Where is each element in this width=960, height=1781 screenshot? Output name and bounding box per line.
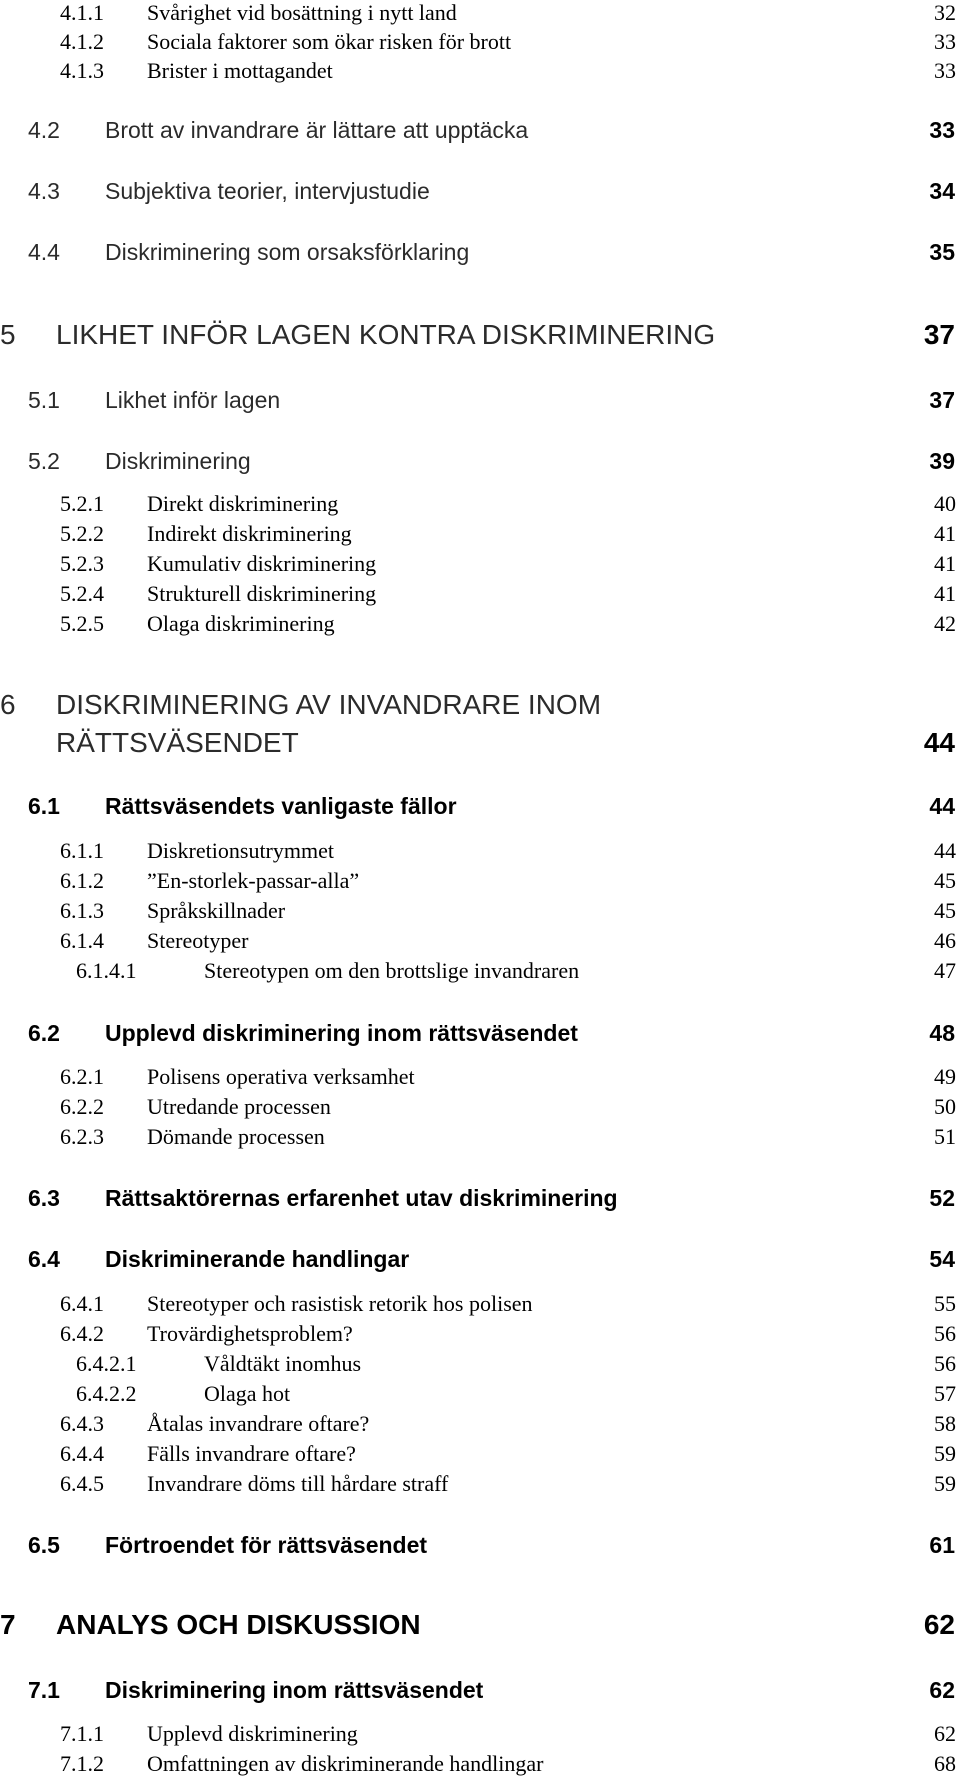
- toc-number: 6.2: [28, 1020, 60, 1046]
- toc-number: 4.2: [28, 117, 60, 143]
- toc-page-number: 59: [934, 1441, 956, 1466]
- toc-entry-6-4-5[interactable]: [0, 1471, 960, 1501]
- toc-number: 6.2.3: [60, 1124, 104, 1149]
- toc-number: 6.4.2.1: [76, 1351, 137, 1376]
- toc-entry-6-3[interactable]: [0, 1184, 960, 1214]
- toc-title: ANALYS OCH DISKUSSION: [56, 1609, 421, 1640]
- toc-number: 4.1.1: [60, 0, 104, 25]
- toc-number: 6.5: [28, 1532, 60, 1558]
- toc-entry-7-1-1[interactable]: [0, 1721, 960, 1751]
- toc-entry-6-2-2[interactable]: [0, 1094, 960, 1124]
- toc-page-number: 33: [934, 58, 956, 83]
- toc-number: 4.1.2: [60, 29, 104, 54]
- toc-entry-5-2-4[interactable]: [0, 581, 960, 611]
- toc-title: Rättsaktörernas erfarenhet utav diskriminering: [105, 1185, 618, 1211]
- toc-number: 4.4: [28, 239, 60, 265]
- toc-page-number: 45: [934, 898, 956, 923]
- toc-title: Rättsväsendets vanligaste fällor: [105, 793, 457, 819]
- toc-entry-6-1-4-1[interactable]: [0, 958, 960, 988]
- toc-title: Åtalas invandrare oftare?: [147, 1411, 370, 1436]
- toc-entry-6-1-1[interactable]: [0, 838, 960, 868]
- toc-entry-7-1-2[interactable]: [0, 1751, 960, 1781]
- toc-entry-7[interactable]: [0, 1608, 960, 1638]
- toc-title: Subjektiva teorier, intervjustudie: [105, 178, 430, 204]
- toc-number: 7.1.2: [60, 1751, 104, 1776]
- toc-number: 6: [0, 689, 16, 720]
- toc-entry-6-4-1[interactable]: [0, 1291, 960, 1321]
- toc-title: Fälls invandrare oftare?: [147, 1441, 356, 1466]
- toc-number: 6.3: [28, 1185, 60, 1211]
- toc-title: Direkt diskriminering: [147, 491, 339, 516]
- toc-page-number: 55: [934, 1291, 956, 1316]
- toc-page-number: 44: [923, 727, 955, 758]
- toc-entry-6-2[interactable]: [0, 1019, 960, 1049]
- toc-number: 5.2.2: [60, 521, 104, 546]
- toc-entry-6-2-1[interactable]: [0, 1064, 960, 1094]
- toc-title: Dömande processen: [147, 1124, 325, 1149]
- toc-page-number: 34: [929, 178, 955, 204]
- toc-entry-5-2[interactable]: [0, 447, 960, 477]
- toc-page-number: 41: [934, 581, 956, 606]
- toc-number: 5.2.4: [60, 581, 104, 606]
- toc-number: 6.1.1: [60, 838, 104, 863]
- toc-page-number: 62: [929, 1677, 955, 1703]
- toc-page-number: 59: [934, 1471, 956, 1496]
- toc-page-number: 44: [929, 793, 955, 819]
- toc-entry-6-2-3[interactable]: [0, 1124, 960, 1154]
- toc-page-number: 32: [934, 0, 956, 25]
- toc-page-number: 33: [929, 117, 955, 143]
- toc-entry-5-2-1[interactable]: [0, 491, 960, 521]
- toc-title: Svårighet vid bosättning i nytt land: [147, 0, 457, 25]
- toc-page-number: 68: [934, 1751, 956, 1776]
- toc-page-number: 62: [934, 1721, 956, 1746]
- toc-entry-6-1-4[interactable]: [0, 928, 960, 958]
- toc-number: 6.2.2: [60, 1094, 104, 1119]
- toc-title: Olaga diskriminering: [147, 611, 335, 636]
- toc-title: Strukturell diskriminering: [147, 581, 377, 606]
- toc-page-number: 39: [929, 448, 955, 474]
- toc-number: 5.1: [28, 387, 60, 413]
- toc-number: 6.4.4: [60, 1441, 104, 1466]
- toc-number: 5: [0, 319, 16, 350]
- toc-number: 6.1.4: [60, 928, 104, 953]
- toc-number: 4.1.3: [60, 58, 104, 83]
- toc-title: Likhet inför lagen: [105, 387, 281, 413]
- toc-page-number: 48: [929, 1020, 955, 1046]
- toc-page-number: 46: [934, 928, 956, 953]
- toc-page-number: 56: [934, 1351, 956, 1376]
- toc-entry-4-4[interactable]: [0, 238, 960, 268]
- toc-number: 6.4.2.2: [76, 1381, 137, 1406]
- toc-entry-6-1-3[interactable]: [0, 898, 960, 928]
- toc-title: Stereotyper och rasistisk retorik hos polisen: [147, 1291, 533, 1316]
- toc-page-number: 62: [923, 1609, 955, 1640]
- toc-number: 6.2.1: [60, 1064, 104, 1089]
- toc-number: 5.2.3: [60, 551, 104, 576]
- toc-page-number: 45: [934, 868, 956, 893]
- toc-title: Upplevd diskriminering: [147, 1721, 358, 1746]
- toc-entry-4-3[interactable]: [0, 177, 960, 207]
- toc-title: ”En-storlek-passar-alla”: [147, 868, 360, 893]
- toc-number: 7: [0, 1609, 16, 1640]
- toc-page-number: 56: [934, 1321, 956, 1346]
- toc-title: Diskriminering: [105, 448, 251, 474]
- toc-entry-4-1-1[interactable]: [0, 0, 960, 30]
- toc-title: Förtroendet för rättsväsendet: [105, 1532, 428, 1558]
- toc-entry-6-1[interactable]: [0, 792, 960, 822]
- toc-number: 7.1: [28, 1677, 60, 1703]
- toc-page-number: 51: [934, 1124, 956, 1149]
- toc-entry-5-2-2[interactable]: [0, 521, 960, 551]
- toc-title: Olaga hot: [204, 1381, 291, 1406]
- toc-number: 6.4: [28, 1246, 60, 1272]
- toc-title: Polisens operativa verksamhet: [147, 1064, 415, 1089]
- toc-title: Våldtäkt inomhus: [204, 1351, 362, 1376]
- toc-title-line2: RÄTTSVÄSENDET: [56, 727, 299, 758]
- toc-page-number: 58: [934, 1411, 956, 1436]
- toc-entry-6-4-4[interactable]: [0, 1441, 960, 1471]
- toc-entry-5-1[interactable]: [0, 386, 960, 416]
- toc-entry-6-4[interactable]: [0, 1245, 960, 1275]
- toc-page-number: 50: [934, 1094, 956, 1119]
- toc-page-number: 54: [929, 1246, 955, 1272]
- toc-page-number: 37: [923, 319, 955, 350]
- toc-entry-4-2[interactable]: [0, 116, 960, 146]
- toc-title: LIKHET INFÖR LAGEN KONTRA DISKRIMINERING: [56, 319, 716, 350]
- toc-entry-6[interactable]: [0, 688, 960, 768]
- toc-title: Trovärdighetsproblem?: [147, 1321, 353, 1346]
- toc-title: Upplevd diskriminering inom rättsväsendet: [105, 1020, 578, 1046]
- toc-number: 6.1.4.1: [76, 958, 137, 983]
- toc-title: Indirekt diskriminering: [147, 521, 352, 546]
- toc-entry-6-4-2-1[interactable]: [0, 1351, 960, 1381]
- toc-entry-4-1-2[interactable]: [0, 29, 960, 59]
- toc-number: 5.2: [28, 448, 60, 474]
- toc-page-number: 41: [934, 551, 956, 576]
- toc-number: 4.3: [28, 178, 60, 204]
- toc-title: Brister i mottagandet: [147, 58, 333, 83]
- toc-entry-6-4-2[interactable]: [0, 1321, 960, 1351]
- toc-title: Diskriminerande handlingar: [105, 1246, 410, 1272]
- toc-entry-6-1-2[interactable]: [0, 868, 960, 898]
- toc-entry-5-2-5[interactable]: [0, 611, 960, 641]
- toc-page-number: 47: [934, 958, 956, 983]
- toc-title: Invandrare döms till hårdare straff: [147, 1471, 449, 1496]
- toc-page-number: 52: [929, 1185, 955, 1211]
- toc-entry-6-4-2-2[interactable]: [0, 1381, 960, 1411]
- toc-title: Sociala faktorer som ökar risken för brott: [147, 29, 512, 54]
- toc-page-number: 41: [934, 521, 956, 546]
- toc-title: Diskriminering inom rättsväsendet: [105, 1677, 484, 1703]
- toc-number: 6.4.2: [60, 1321, 104, 1346]
- toc-page-number: 37: [929, 387, 955, 413]
- toc-entry-6-5[interactable]: [0, 1531, 960, 1561]
- toc-entry-4-1-3[interactable]: [0, 58, 960, 88]
- toc-page-number: 35: [929, 239, 955, 265]
- toc-title: Stereotypen om den brottslige invandraren: [204, 958, 580, 983]
- toc-title: Omfattningen av diskriminerande handlingar: [147, 1751, 544, 1776]
- toc-page-number: 42: [934, 611, 956, 636]
- toc-page-number: 33: [934, 29, 956, 54]
- toc-page-number: 40: [934, 491, 956, 516]
- toc-page-number: 57: [934, 1381, 956, 1406]
- toc-title: Utredande processen: [147, 1094, 331, 1119]
- toc-number: 5.2.1: [60, 491, 104, 516]
- toc-number: 6.1.2: [60, 868, 104, 893]
- toc-page-number: 61: [929, 1532, 955, 1558]
- toc-number: 7.1.1: [60, 1721, 104, 1746]
- toc-number: 6.4.1: [60, 1291, 104, 1316]
- toc-number: 5.2.5: [60, 611, 104, 636]
- toc-number: 6.1.3: [60, 898, 104, 923]
- toc-number: 6.4.3: [60, 1411, 104, 1436]
- toc-number: 6.1: [28, 793, 60, 819]
- toc-page-number: 44: [934, 838, 956, 863]
- toc-title: Diskretionsutrymmet: [147, 838, 334, 863]
- toc-title: Stereotyper: [147, 928, 249, 953]
- toc-entry-5[interactable]: [0, 318, 960, 348]
- toc-title: Brott av invandrare är lättare att upptäcka: [105, 117, 529, 143]
- toc-title: DISKRIMINERING AV INVANDRARE INOM: [56, 689, 602, 720]
- toc-number: 6.4.5: [60, 1471, 104, 1496]
- toc-page-number: 49: [934, 1064, 956, 1089]
- toc-entry-5-2-3[interactable]: [0, 551, 960, 581]
- toc-entry-6-4-3[interactable]: [0, 1411, 960, 1441]
- toc-entry-7-1[interactable]: [0, 1676, 960, 1706]
- toc-title: Diskriminering som orsaksförklaring: [105, 239, 470, 265]
- toc-title: Språkskillnader: [147, 898, 286, 923]
- toc-title: Kumulativ diskriminering: [147, 551, 377, 576]
